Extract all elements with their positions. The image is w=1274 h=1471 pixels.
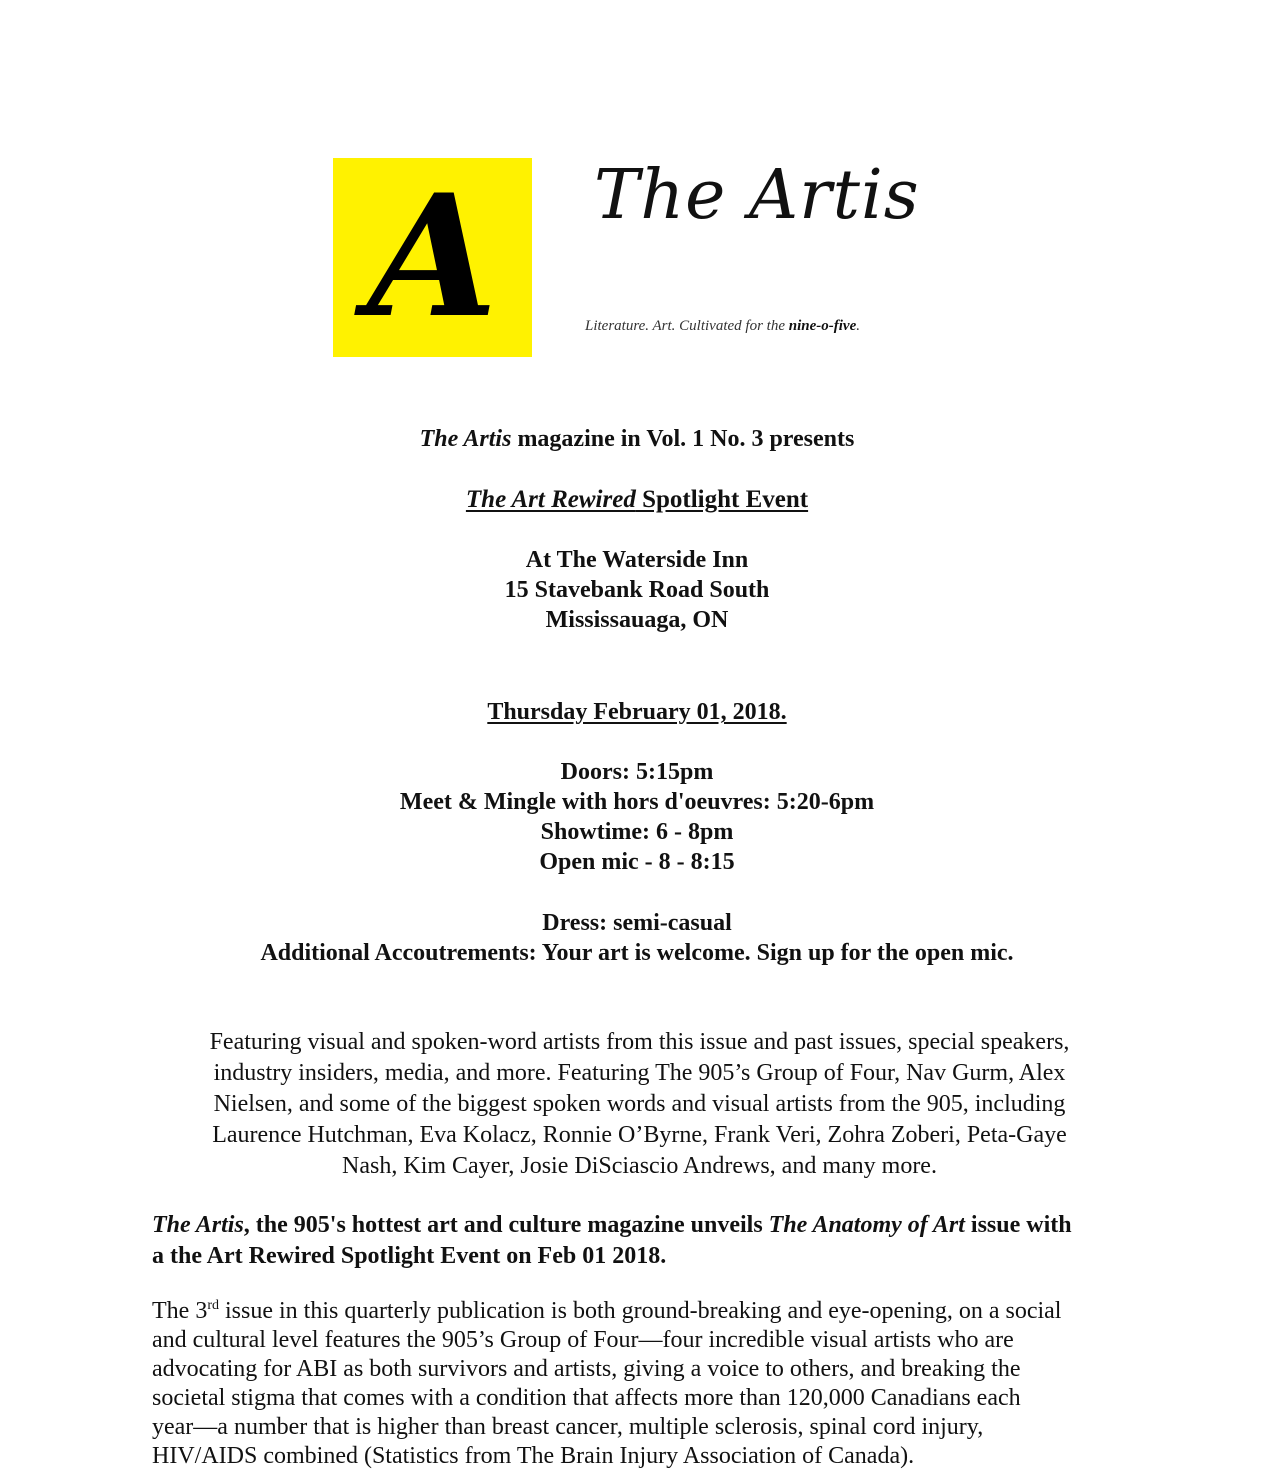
issue-paragraph: The 3rd issue in this quarterly publication is both ground-breaking and eye-opening, on a social and cultural level features the 905’s Group of Four—four incredible visual artists who are advocating for ABI as both survivors and artists, giving a voice to others, and breaking the societal stigma that comes with a condition that affects more than 120,000 Canadians each year—a number that is higher than breast cancer, multiple sclerosis, spinal cord injury, HIV/AIDS combined (Statistics from The Brain Injury Association of Canada). <box>152 1298 1062 1469</box>
logo-box <box>333 158 532 357</box>
logo-letter: A <box>367 157 498 355</box>
headline-paragraph: The Artis, the 905's hottest art and culture magazine unveils The Anatomy of Art issue with a the Art Rewired Spotlight Event on Feb 01 2018. <box>152 1212 1072 1269</box>
schedule-mingle: Meet & Mingle with hors d'oeuvres: 5:20-6pm <box>399 789 875 815</box>
venue-name: At The Waterside Inn <box>525 547 749 573</box>
featuring-paragraph: Featuring visual and spoken-word artists from this issue and past issues, special speakers, industry insiders, media, and more. Featuring The 905’s Group of Four, Nav Gurm, Alex Nielsen, and some of the biggest spoken words and visual artists from the 905, including Laurence Hutchman, Eva Kolacz, Ronnie O’Byrne, Frank Veri, Zohra Zoberi, Peta-Gaye Nash, Kim Cayer, Josie DiSciascio Andrews, and many more. <box>209 1029 1070 1179</box>
schedule-showtime: Showtime: 6 - 8pm <box>540 819 734 845</box>
event-title: The Art Rewired Spotlight Event <box>465 486 809 513</box>
schedule <box>0 757 1274 877</box>
event-date: Thursday February 01, 2018. <box>487 699 787 725</box>
tagline: Literature. Art. Cultivated for the nine-o-five. <box>585 318 860 334</box>
schedule-open-mic: Open mic - 8 - 8:15 <box>539 849 735 875</box>
dress-info <box>0 908 1274 968</box>
accoutrements: Additional Accoutrements: Your art is welcome. Sign up for the open mic. <box>260 940 1014 966</box>
venue <box>0 545 1274 635</box>
dress-code: Dress: semi-casual <box>542 910 732 936</box>
venue-street: 15 Stavebank Road South <box>504 577 770 603</box>
schedule-doors: Doors: 5:15pm <box>560 759 714 785</box>
intro-line: The Artis magazine in Vol. 1 No. 3 presents <box>419 426 855 452</box>
venue-city: Mississauaga, ON <box>545 607 729 633</box>
masthead-title: The Artis <box>594 156 920 235</box>
